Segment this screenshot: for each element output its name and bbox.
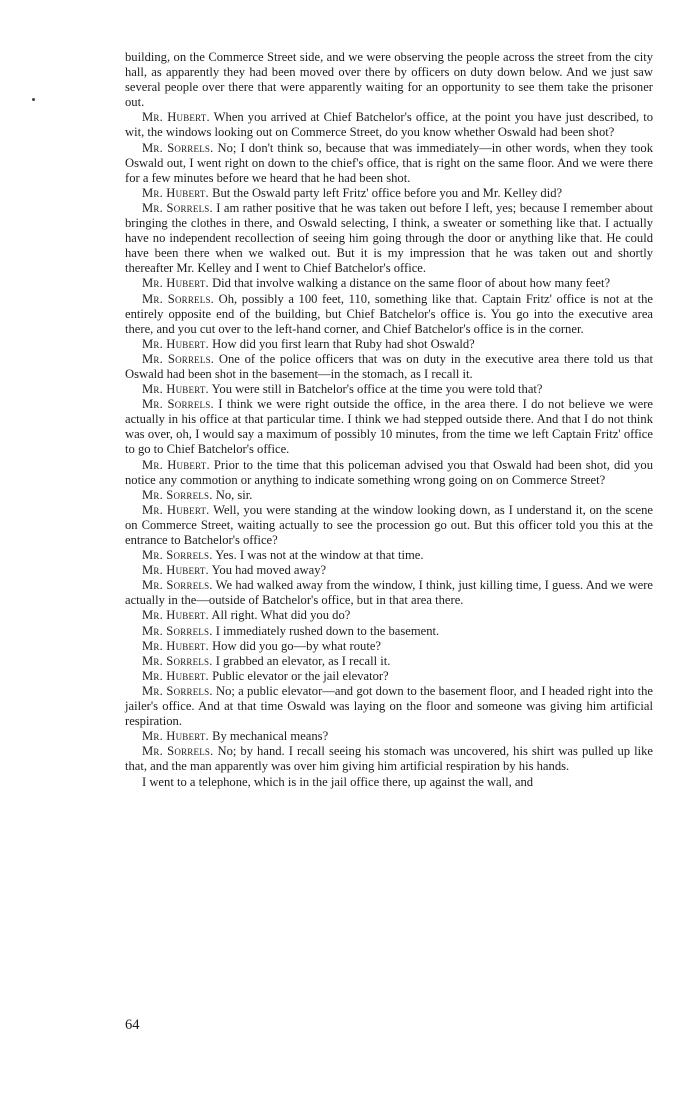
- paragraph-3: Mr. Hubert. But the Oswald party left Fritz' office before you and Mr. Kelley did?: [142, 185, 563, 200]
- paragraph-13: Mr. Hubert. Well, you were standing at the window looking down, as I understand it, on the scene on Commerce Street, waiting actually to see the procession go out. But this officer told you this at the entrance to Batchelor's office?: [125, 502, 653, 547]
- speaker-label: Mr. Hubert.: [142, 457, 210, 472]
- speaker-label: Mr. Hubert.: [142, 110, 210, 125]
- paragraph-6: Mr. Sorrels. Oh, possibly a 100 feet, 110, something like that. Captain Fritz' office is not at the entirely opposite end of the building, but Chief Batchelor's office is. You go into the executive area there, and you cut over to the left-hand corner, and Chief Batchelor's office is in the corner.: [125, 291, 653, 336]
- speaker-label: Mr. Sorrels.: [142, 744, 214, 759]
- paragraph-19: Mr. Hubert. How did you go—by what route?: [142, 638, 382, 653]
- paragraph-15: Mr. Hubert. You had moved away?: [142, 563, 327, 578]
- paragraph-1: Mr. Hubert. When you arrived at Chief Batchelor's office, at the point you have just described, to wit, the windows looking out on Commerce Street, do you know whether Oswald had been shot?: [125, 110, 653, 140]
- paragraph-5: Mr. Hubert. Did that involve walking a distance on the same floor of about how many feet?: [142, 276, 611, 291]
- speaker-label: Mr. Hubert.: [142, 336, 209, 351]
- speaker-label: Mr. Sorrels.: [142, 291, 215, 306]
- paragraph-22: Mr. Sorrels. No; a public elevator—and got down to the basement floor, and I headed right into the jailer's office. And at that time Oswald was laying on the floor and someone was giving him artificial respiration.: [125, 683, 654, 729]
- page-number: 64: [125, 1017, 140, 1033]
- paragraph-14: Mr. Sorrels. Yes. I was not at the window at that time.: [142, 548, 424, 563]
- speaker-label: Mr. Sorrels.: [142, 140, 214, 155]
- speaker-label: Mr. Hubert.: [142, 382, 209, 397]
- paragraph-9: Mr. Hubert. You were still in Batchelor's office at the time you were told that?: [142, 382, 543, 397]
- paragraph-16: Mr. Sorrels. We had walked away from the window, I think, just killing time, I guess. And we were actually in the—outside of Batchelor's office, but in that area there.: [125, 578, 654, 608]
- paragraph-4: Mr. Sorrels. I am rather positive that he was taken out before I left, yes; because I remember about bringing the clothes in there, and Oswald selecting, I think, a sweater or something like that. I actually have no independent recollection of seeing him going through the door or anything like that. He could have been there when we walked out. But it is my impression that he was taken out and shortly thereafter Mr. Kelley and I went to Chief Batchelor's office.: [125, 200, 654, 276]
- speaker-label: Mr. Sorrels.: [142, 200, 213, 215]
- margin-speck: [32, 98, 35, 101]
- paragraph-17: Mr. Hubert. All right. What did you do?: [142, 608, 351, 623]
- paragraph-18: Mr. Sorrels. I immediately rushed down to the basement.: [142, 623, 440, 638]
- speaker-label: Mr. Sorrels.: [142, 653, 213, 668]
- speaker-label: Mr. Hubert.: [142, 729, 209, 744]
- paragraph-11: Mr. Hubert. Prior to the time that this policeman advised you that Oswald had been shot, did you notice any commotion or anything to indicate something wrong going on on Commerce Street?: [125, 457, 653, 487]
- paragraph-0: building, on the Commerce Street side, and we were observing the people across the street from the city hall, as apparently they had been moved over there by officers on duty down below. And we just saw several people over there that were apparently waiting for an opportunity to see them take the prisoner out.: [125, 50, 653, 110]
- paragraph-20: Mr. Sorrels. I grabbed an elevator, as I recall it.: [142, 653, 391, 668]
- speaker-label: Mr. Hubert.: [142, 668, 209, 683]
- paragraph-21: Mr. Hubert. Public elevator or the jail elevator?: [142, 668, 389, 683]
- speaker-label: Mr. Hubert.: [142, 185, 209, 200]
- paragraph-23: Mr. Hubert. By mechanical means?: [142, 729, 329, 744]
- speaker-label: Mr. Sorrels.: [142, 397, 214, 412]
- speaker-label: Mr. Hubert.: [142, 276, 209, 291]
- speaker-label: Mr. Sorrels.: [142, 487, 213, 502]
- speaker-label: Mr. Sorrels.: [142, 351, 215, 366]
- paragraph-12: Mr. Sorrels. No, sir.: [142, 487, 253, 502]
- paragraph-24: Mr. Sorrels. No; by hand. I recall seeing his stomach was uncovered, his shirt was pulled up like that, and the man apparently was over him giving him artificial respiration by his hands.: [125, 744, 653, 774]
- speaker-label: Mr. Hubert.: [142, 502, 210, 517]
- paragraph-2: Mr. Sorrels. No; I don't think so, because that was immediately—in other words, when they took Oswald out, I went right on down to the chief's office, that is right on the same floor. And we were there for a few minutes before we heard that he had been shot.: [125, 140, 654, 185]
- speaker-label: Mr. Sorrels.: [142, 623, 213, 638]
- speaker-label: Mr. Hubert.: [142, 563, 209, 578]
- speaker-label: Mr. Sorrels.: [142, 683, 213, 698]
- speaker-label: Mr. Hubert.: [142, 638, 209, 653]
- speaker-label: Mr. Sorrels.: [142, 548, 213, 563]
- paragraph-8: Mr. Sorrels. One of the police officers that was on duty in the executive area there told us that Oswald had been shot in the basement—in the stomach, as I recall it.: [125, 351, 654, 381]
- paragraph-10: Mr. Sorrels. I think we were right outside the office, in the area there. I do not believe we were actually in his office at that particular time. I think we had stepped outside there. And that I do not think was over, oh, I would say a maximum of possibly 10 minutes, from the time we left Captain Fritz' office to go to Chief Batchelor's office.: [125, 397, 653, 457]
- speaker-label: Mr. Hubert.: [142, 608, 209, 623]
- paragraph-25: I went to a telephone, which is in the jail office there, up against the wall, and: [142, 774, 534, 789]
- speaker-label: Mr. Sorrels.: [142, 578, 213, 593]
- transcript-body: [125, 50, 653, 790]
- paragraph-7: Mr. Hubert. How did you first learn that Ruby had shot Oswald?: [142, 336, 475, 351]
